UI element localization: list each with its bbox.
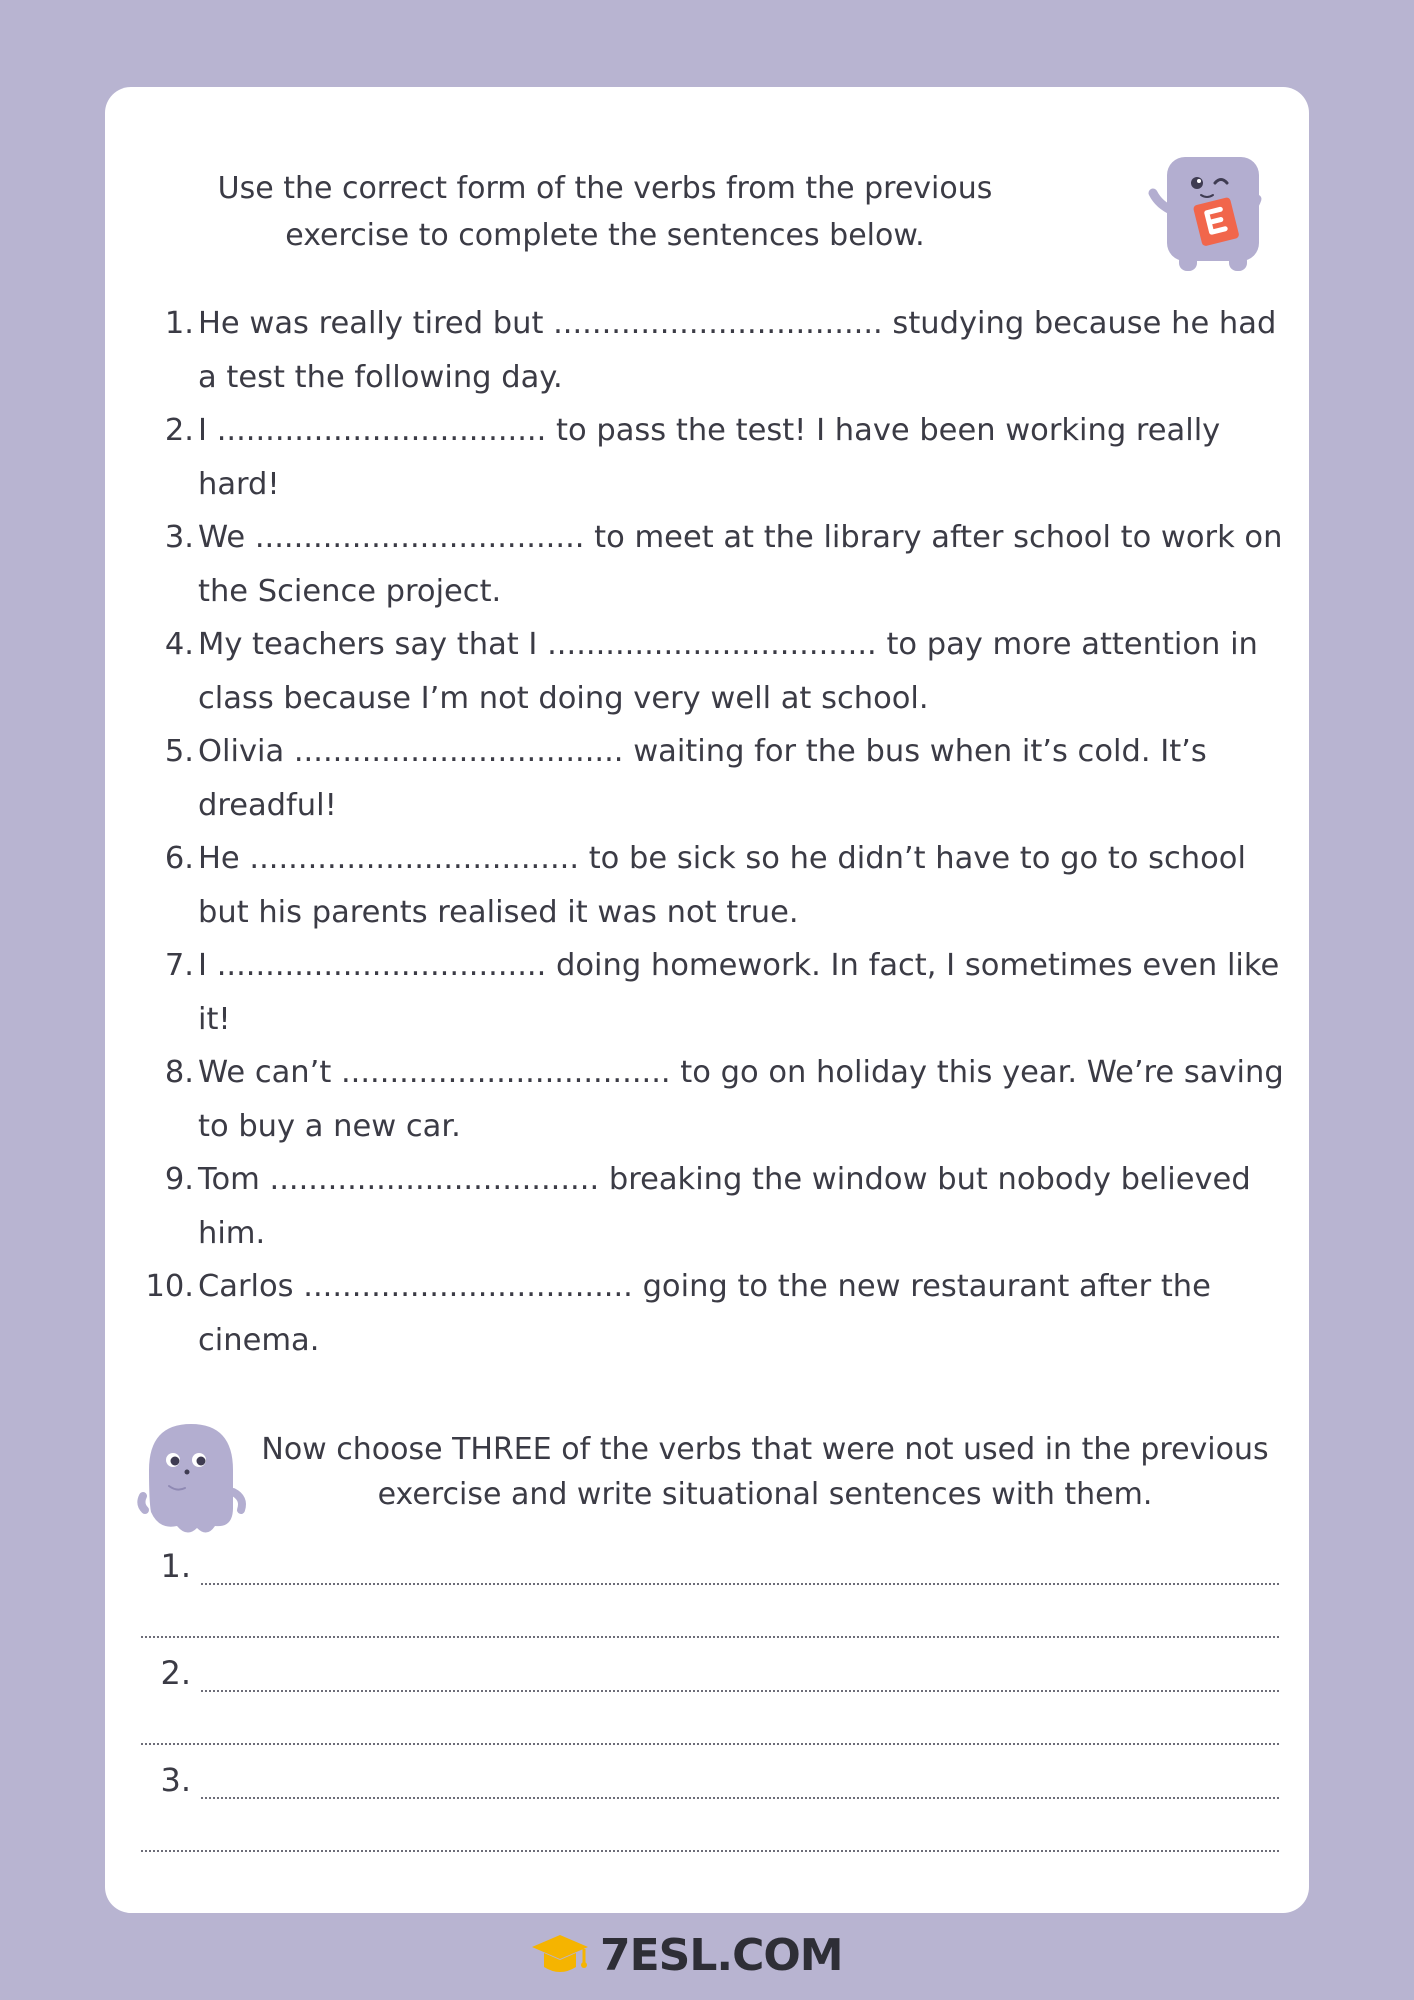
item-text: Tom .................................. breaking the window but nobody believed him. (198, 1162, 1251, 1251)
item-number: 4. (164, 627, 194, 662)
item-text: We can’t .................................. to go on holiday this year. We’re saving to buy a new car. (198, 1055, 1284, 1144)
item-number: 8. (164, 1055, 194, 1090)
exercise-list (135, 297, 1285, 1367)
item-number: 10. (145, 1269, 194, 1304)
ghost-mascot-icon (135, 1412, 250, 1542)
line-number: 2. (160, 1654, 191, 1692)
item-number: 6. (164, 841, 194, 876)
item-text: My teachers say that I .................................. to pay more attention in class because I’m not doing very well at school. (198, 627, 1258, 716)
answer-line[interactable] (201, 1583, 1279, 1585)
exercise-instruction: Use the correct form of the verbs from the previous exercise to complete the sentences below. (217, 171, 993, 253)
exercise-item (135, 1153, 1285, 1260)
exercise-item (135, 511, 1285, 618)
writing-area (141, 1542, 1279, 1863)
item-text: He .................................. to be sick so he didn’t have to go to school but his parents realised it was not true. (198, 841, 1246, 930)
graduation-cap-icon (528, 1929, 592, 1981)
logo-text: 7ESL.COM (600, 1929, 843, 1981)
item-number: 3. (164, 520, 194, 555)
item-text: Olivia .................................. waiting for the bus when it’s cold. It’s dreadful! (198, 734, 1207, 823)
answer-line[interactable] (201, 1690, 1279, 1692)
line-number: 3. (160, 1761, 191, 1799)
answer-line[interactable] (141, 1850, 1279, 1852)
item-number: 7. (164, 948, 194, 983)
exercise-item (135, 404, 1285, 511)
answer-line[interactable] (201, 1797, 1279, 1799)
item-text: We .................................. to meet at the library after school to work on the Science project. (198, 520, 1283, 609)
writing-instruction: Now choose THREE of the verbs that were not used in the previous exercise and write situational sentences with them. (261, 1432, 1269, 1512)
item-number: 2. (164, 413, 194, 448)
item-text: Carlos .................................. going to the new restaurant after the cinema. (198, 1269, 1211, 1358)
writing-row (141, 1756, 1279, 1863)
exercise-item (135, 832, 1285, 939)
item-text: He was really tired but .................................. studying because he had a test the following day. (198, 306, 1277, 395)
item-text: I .................................. to pass the test! I have been working really hard! (198, 413, 1221, 502)
exercise-item (135, 618, 1285, 725)
exercise-item (135, 297, 1285, 404)
writing-row (141, 1542, 1279, 1649)
exercise-item (135, 1260, 1285, 1367)
mascot-icon (1145, 149, 1275, 279)
answer-line[interactable] (141, 1636, 1279, 1638)
footer-logo (528, 1925, 888, 1985)
line-number: 1. (160, 1547, 191, 1585)
item-number: 5. (164, 734, 194, 769)
worksheet-card (105, 87, 1309, 1913)
answer-line[interactable] (141, 1743, 1279, 1745)
item-text: I .................................. doing homework. In fact, I sometimes even like it! (198, 948, 1280, 1037)
exercise-item (135, 939, 1285, 1046)
item-number: 1. (164, 306, 194, 341)
item-number: 9. (164, 1162, 194, 1197)
exercise-item (135, 1046, 1285, 1153)
writing-row (141, 1649, 1279, 1756)
exercise-item (135, 725, 1285, 832)
